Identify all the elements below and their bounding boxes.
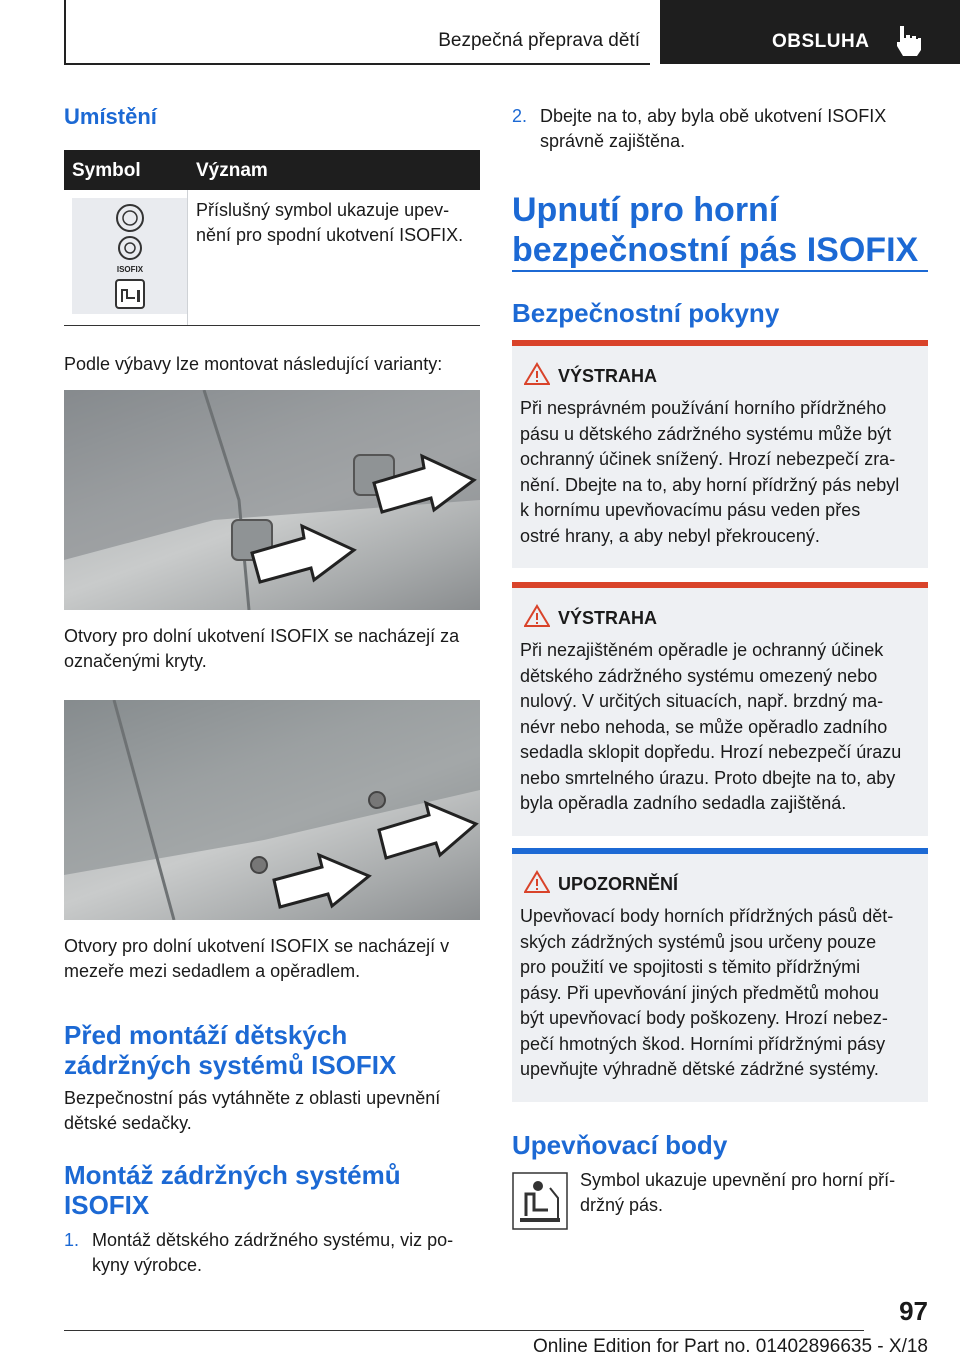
warning-bar <box>512 340 928 346</box>
col-meaning-header: Význam <box>196 160 268 181</box>
step-2-line-2: správně zajištěna. <box>540 131 686 151</box>
mount-heading-line-2: ISOFIX <box>64 1190 150 1220</box>
step-2-number: 2. <box>512 106 528 126</box>
warning-bar <box>512 582 928 588</box>
safety-heading: Bezpečnostní pokyny <box>512 298 780 328</box>
before-mounting-heading <box>64 1020 480 1080</box>
caution-triangle-icon <box>524 870 550 894</box>
caption-2 <box>64 934 480 984</box>
before-heading-line-2: zádržných systémů ISOFIX <box>64 1050 397 1080</box>
warning-line: Při nesprávném používání horního přídržného <box>520 398 887 418</box>
symbol-meaning-cell <box>196 198 480 248</box>
warning-body <box>520 396 922 549</box>
placement-heading: Umístění <box>64 104 157 129</box>
header-chapter-label: OBSLUHA <box>772 31 870 52</box>
warning-line: k hornímu upevňovacímu pásu veden přes <box>520 500 861 520</box>
before-mounting-text <box>64 1086 480 1136</box>
caution-line: pásy. Při upevňování jiných předmětů mohou <box>520 982 879 1003</box>
warning-title: VÝSTRAHA <box>558 608 658 628</box>
step-2 <box>512 104 928 154</box>
page-number: 97 <box>899 1296 928 1326</box>
step-1 <box>64 1228 480 1278</box>
footer-edition: Online Edition for Part no. 01402896635 - X/18 <box>532 1336 928 1357</box>
step-1-line-1: Montáž dětského zádržného systému, viz po- <box>92 1230 454 1250</box>
warning-line: ostré hrany, a aby nebyl překroucený. <box>520 525 820 546</box>
col-symbol-header: Symbol <box>72 160 141 181</box>
caution-line: Upevňovací body horních přídržných pásů dět- <box>520 906 894 926</box>
seat-photo-covers <box>64 390 480 610</box>
header-bottom-rule <box>64 63 650 65</box>
warning-line: nulový. V určitých situacích, např. brzdný ma- <box>520 691 884 711</box>
caution-line: pečí hmotných škod. Horními přídržnými pásy <box>520 1033 886 1054</box>
warning-line: pásu u dětského zádržného systému může být <box>520 423 892 444</box>
anchor-text-line-2: držný pás. <box>580 1195 664 1215</box>
before-heading-line-1: Před montáží dětských <box>64 1020 348 1050</box>
isofix-symbols <box>72 198 188 314</box>
caption-2-line-2: mezeře mezi sedadlem a opěradlem. <box>64 961 361 981</box>
warning-line: byla opěradla zadního sedadla zajištěná. <box>520 793 847 813</box>
caption-1 <box>64 624 480 674</box>
warning-line: nebo smrtelného úrazu. Proto dbejte na to, aby <box>520 767 896 788</box>
caution-bar <box>512 848 928 854</box>
meaning-line-1: Příslušný symbol ukazuje upev- <box>196 200 450 220</box>
table-bottom-rule <box>64 325 480 326</box>
section-title <box>512 190 928 270</box>
caution-body <box>520 904 922 1083</box>
pointing-hand-icon <box>894 24 924 58</box>
warning-box-1 <box>512 340 928 568</box>
caution-line: ských zádržných systémů jsou určeny pouze <box>520 931 877 952</box>
warning-title: VÝSTRAHA <box>558 366 658 386</box>
caption-2-line-1: Otvory pro dolní ukotvení ISOFIX se nacházejí v <box>64 936 450 956</box>
mounting-heading <box>64 1160 480 1220</box>
mount-heading-line-1: Montáž zádržných systémů <box>64 1160 401 1190</box>
before-text-line-2: dětské sedačky. <box>64 1113 192 1133</box>
caution-box <box>512 848 928 1102</box>
caution-line: pro použití ve spojitosti s těmito přídržnými <box>520 957 861 977</box>
header-left-rule <box>64 0 66 64</box>
warning-line: Při nezajištěném opěradle je ochranný účinek <box>520 640 884 660</box>
meaning-line-2: nění pro spodní ukotvení ISOFIX. <box>196 225 464 245</box>
seat-photo-gap <box>64 700 480 920</box>
caution-line: upevňujte výhradně dětské zádržné systémy. <box>520 1059 879 1079</box>
step-1-number: 1. <box>64 1230 80 1250</box>
warning-triangle-icon <box>524 362 550 386</box>
isofix-child-seat-icon <box>72 198 188 314</box>
step-2-line-1: Dbejte na to, aby byla obě ukotvení ISOFIX <box>540 106 887 126</box>
section-title-rule <box>512 270 928 272</box>
caution-line: být upevňovací body poškozeny. Hrozí nebez- <box>520 1008 888 1028</box>
svg-text:ISOFIX: ISOFIX <box>116 265 144 274</box>
warning-triangle-icon <box>524 604 550 628</box>
header-section-title: Bezpečná přeprava dětí <box>438 30 640 51</box>
before-text-line-1: Bezpečnostní pás vytáhněte z oblasti upevnění <box>64 1088 441 1108</box>
anchor-points-heading: Upevňovací body <box>512 1130 728 1160</box>
warning-line: ochranný účinek snížený. Hrozí nebezpečí zra- <box>520 449 896 469</box>
warning-body <box>520 638 922 817</box>
variants-text: Podle výbavy lze montovat následující varianty: <box>64 354 443 374</box>
warning-line: nění. Dbejte na to, aby horní přídržný pás nebyl <box>520 474 900 495</box>
warning-line: névr nebo nehoda, se může opěradlo zadního <box>520 716 888 737</box>
symbol-table-header <box>64 150 480 190</box>
warning-line: dětského zádržného systému omezený nebo <box>520 665 878 686</box>
anchor-points-text <box>580 1168 928 1218</box>
table-column-separator <box>187 190 188 325</box>
footer-rule <box>64 1330 864 1331</box>
caption-1-line-2: označenými kryty. <box>64 651 207 671</box>
anchor-text-line-1: Symbol ukazuje upevnění pro horní pří- <box>580 1170 896 1190</box>
top-tether-anchor-icon <box>512 1172 568 1230</box>
warning-line: sedadla sklopit dopředu. Hrozí nebezpečí úrazu <box>520 742 902 762</box>
warning-box-2 <box>512 582 928 836</box>
step-1-line-2: kyny výrobce. <box>92 1255 203 1275</box>
caution-title: UPOZORNĚNÍ <box>558 874 679 894</box>
section-title-line-2: bezpečnostní pás ISOFIX <box>512 231 919 269</box>
caption-1-line-1: Otvory pro dolní ukotvení ISOFIX se nacházejí za <box>64 626 460 646</box>
section-title-line-1: Upnutí pro horní <box>512 191 779 229</box>
